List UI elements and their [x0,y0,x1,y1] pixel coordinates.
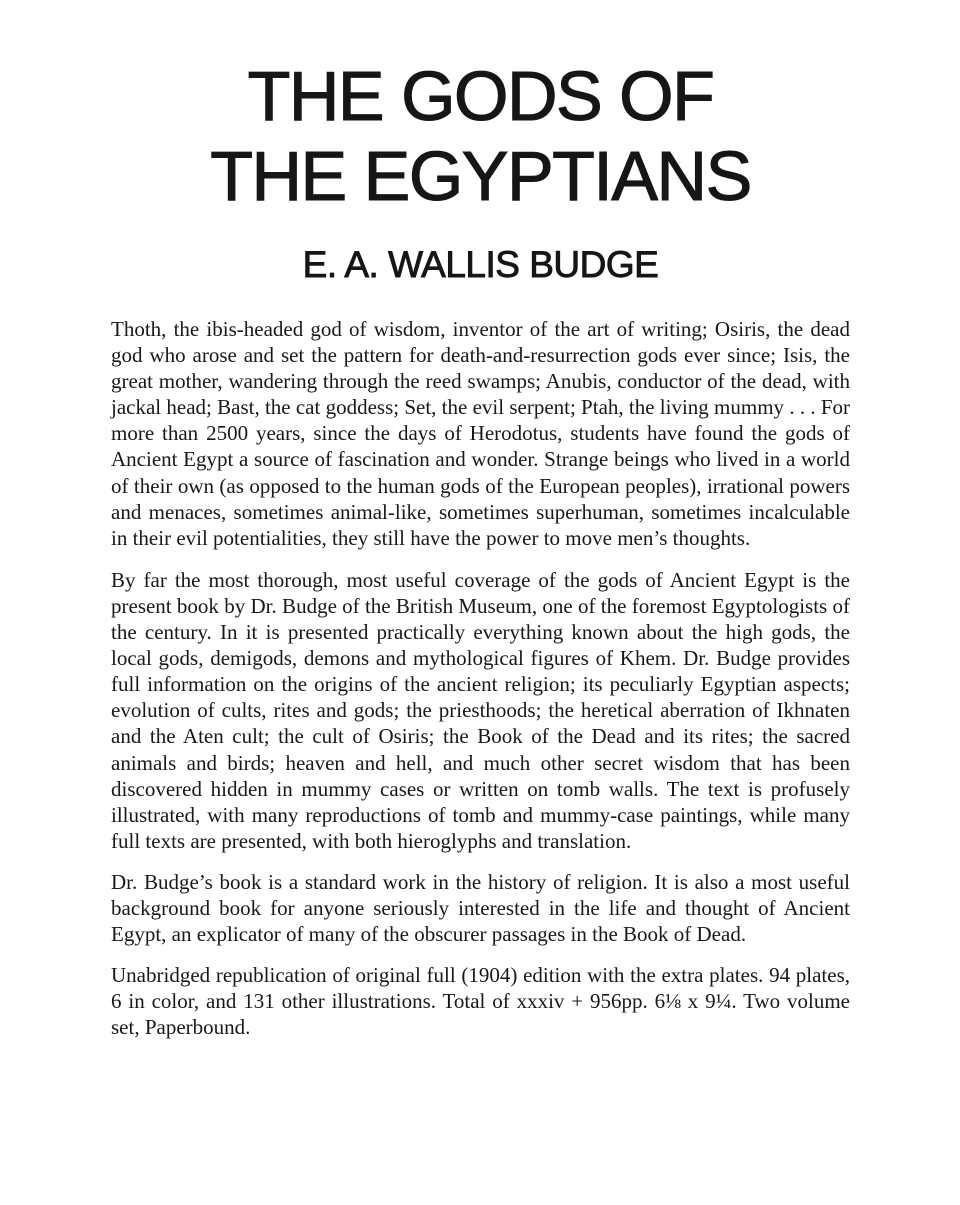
description-body [111,316,850,1040]
description-paragraph-2: By far the most thorough, most useful coverage of the gods of Ancient Egypt is the present book by Dr. Budge of the British Museum, one of the foremost Egyptologists of the century. In it is presented practically everything known about the high gods, the local gods, demigods, demons and mythological figures of Khem. Dr. Budge provides full information on the origins of the ancient religion; its peculiarly Egyptian aspects; evolution of cults, rites and gods; the priesthoods; the heretical aberration of Ikhnaten and the Aten cult; the cult of Osiris; the Book of the Dead and its rites; the sacred animals and birds; heaven and hell, and much other secret wisdom that has been discovered hidden in mummy cases or written on tomb walls. The text is profusely illustrated, with many reproductions of tomb and mummy-case paintings, while many full texts are presented, with both hieroglyphs and translation. [111,567,850,853]
description-paragraph-1: Thoth, the ibis-headed god of wisdom, inventor of the art of writing; Osiris, the dead god who arose and set the pattern for death-and-resurrection gods ever since; Isis, the great mother, wandering through the reed swamps; Anubis, conductor of the dead, with jackal head; Bast, the cat goddess; Set, the evil serpent; Ptah, the living mummy . . . For more than 2500 years, since the days of Herodotus, students have found the gods of Ancient Egypt a source of fascination and wonder. Strange beings who lived in a world of their own (as opposed to the human gods of the European peoples), irrational powers and menaces, sometimes animal-like, sometimes superhuman, sometimes incalculable in their evil potentialities, they still have the power to move men’s thoughts. [111,317,850,550]
book-title-line-1: THE GODS OF [247,57,714,135]
edition-details-paragraph: Unabridged republication of original full (1904) edition with the extra plates. 94 plates, 6 in color, and 131 other illustrations. Total of xxxiv + 956pp. 6⅛ x 9¼. Two volume set, Paperbound. [111,963,850,1040]
book-author: E. A. WALLIS BUDGE [302,244,659,285]
book-title-line-2: THE EGYPTIANS [210,137,751,215]
book-title [111,56,850,216]
description-paragraph-3: Dr. Budge’s book is a standard work in the history of religion. It is also a most useful background book for anyone seriously interested in the life and thought of Ancient Egypt, an explicator of many of the obscurer passages in the Book of Dead. [111,869,850,947]
